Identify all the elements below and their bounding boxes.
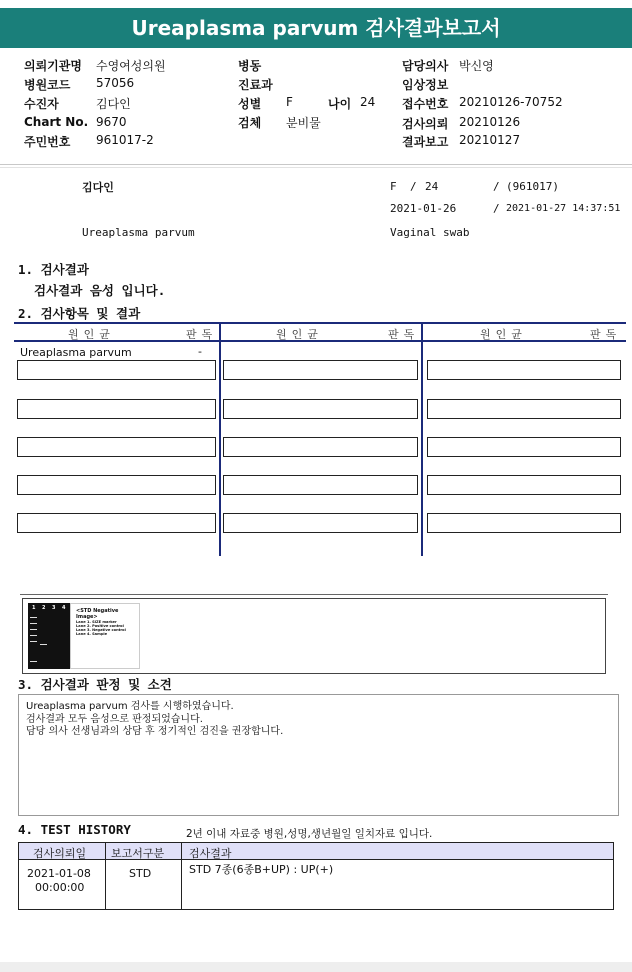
marker-band bbox=[30, 617, 37, 618]
patient-age: 24 bbox=[425, 180, 439, 193]
history-note: 2년 이내 자료중 병원,성명,생년월일 일치자료 입니다. bbox=[186, 828, 433, 840]
result-cell bbox=[17, 513, 216, 533]
result-cell bbox=[17, 475, 216, 495]
receipt-no-label: 접수번호 bbox=[402, 97, 449, 111]
result-cell bbox=[427, 437, 621, 457]
gel-legend-line: Lane 1. SIZE marker bbox=[76, 620, 117, 624]
positive-control-band bbox=[40, 644, 47, 645]
image-separator bbox=[20, 594, 608, 595]
patient-value: 김다인 bbox=[96, 97, 131, 111]
header-divider-secondary bbox=[0, 167, 632, 168]
gel-legend bbox=[70, 603, 140, 669]
section4-title: 4. TEST HISTORY bbox=[18, 822, 131, 837]
history-column-divider bbox=[105, 843, 106, 909]
header-divider bbox=[0, 164, 632, 165]
history-column-divider bbox=[181, 843, 182, 909]
sex-value: F bbox=[286, 95, 293, 109]
patient-sex-age-separator: / bbox=[410, 180, 417, 193]
results-column-divider-2 bbox=[421, 324, 423, 556]
result-cell bbox=[427, 513, 621, 533]
hospital-name-value: 수영여성의원 bbox=[96, 59, 166, 73]
section1-result: 검사결과 음성 입니다. bbox=[34, 283, 166, 298]
marker-band bbox=[30, 623, 37, 624]
marker-band bbox=[30, 661, 37, 662]
page-footer bbox=[0, 962, 632, 972]
result-cell bbox=[427, 360, 621, 380]
gel-legend-line: Lane 4. Sample bbox=[76, 632, 108, 636]
opinion-line: 검사결과 모두 음성으로 판정되었습니다. bbox=[26, 713, 203, 725]
department-label: 진료과 bbox=[238, 78, 273, 92]
section3-title: 3. 검사결과 판정 및 소견 bbox=[18, 677, 172, 692]
history-type: STD bbox=[129, 867, 152, 880]
patient-name: 김다인 bbox=[82, 181, 114, 194]
doctor-label: 담당의사 bbox=[402, 59, 449, 73]
history-result: STD 7종(6종B+UP) : UP(+) bbox=[189, 863, 334, 876]
patient-id: (961017) bbox=[506, 180, 559, 193]
result-cell bbox=[223, 437, 418, 457]
result-cell bbox=[17, 437, 216, 457]
result-cell bbox=[17, 399, 216, 419]
hospital-code-label: 병원코드 bbox=[24, 78, 71, 92]
hospital-name-label: 의뢰기관명 bbox=[24, 59, 82, 73]
history-date: 2021-01-08 bbox=[27, 867, 91, 880]
history-header-type: 보고서구분 bbox=[111, 847, 165, 860]
request-date-label: 검사의뢰 bbox=[402, 117, 449, 131]
history-table bbox=[18, 842, 614, 910]
resident-no-value: 961017-2 bbox=[96, 133, 154, 147]
col-judgment-1: 판독 bbox=[186, 328, 218, 341]
marker-band bbox=[30, 641, 37, 642]
sex-label: 성별 bbox=[238, 97, 262, 111]
col-organism-2: 원인균 bbox=[276, 328, 323, 341]
ward-label: 병동 bbox=[238, 59, 262, 73]
gel-legend-line: Lane 3. Negative control bbox=[76, 628, 126, 632]
result-cell bbox=[223, 513, 418, 533]
chart-no-label: Chart No. bbox=[24, 115, 89, 129]
patient-id-separator: / bbox=[493, 180, 500, 193]
section2-title: 2. 검사항목 및 결과 bbox=[18, 306, 141, 321]
row1-organism: Ureaplasma parvum bbox=[20, 346, 132, 359]
opinion-line: Ureaplasma parvum 검사를 시행하였습니다. bbox=[26, 701, 234, 712]
specimen-type: Vaginal swab bbox=[390, 226, 470, 239]
chart-no-value: 9670 bbox=[96, 115, 127, 129]
row1-judgment: - bbox=[198, 345, 202, 358]
receipt-no-value: 20210126-70752 bbox=[459, 95, 563, 109]
opinion-box bbox=[18, 694, 619, 816]
result-cell bbox=[223, 399, 418, 419]
age-value: 24 bbox=[360, 95, 376, 109]
marker-band bbox=[30, 635, 37, 636]
marker-band bbox=[30, 629, 37, 630]
col-organism-1: 원인균 bbox=[68, 328, 115, 341]
col-judgment-3: 판독 bbox=[590, 328, 622, 341]
col-organism-3: 원인균 bbox=[480, 328, 527, 341]
age-label: 나이 bbox=[328, 97, 352, 111]
lane-label: 4 bbox=[62, 605, 66, 611]
history-time: 00:00:00 bbox=[35, 881, 85, 894]
specimen-value: 분비물 bbox=[286, 116, 321, 130]
history-header-date: 검사의뢰일 bbox=[33, 847, 87, 860]
results-table-top-rule bbox=[14, 322, 626, 324]
result-cell bbox=[223, 475, 418, 495]
result-cell bbox=[427, 399, 621, 419]
history-table-header bbox=[19, 843, 613, 860]
report-date-value: 20210127 bbox=[459, 133, 521, 147]
section1-title: 1. 검사결과 bbox=[18, 262, 89, 277]
lane-label: 2 bbox=[42, 605, 46, 611]
gel-legend-title: <STD Negative Image> bbox=[76, 608, 119, 620]
received-date: 2021-01-26 bbox=[390, 202, 457, 215]
lane-label: 1 bbox=[32, 605, 36, 611]
doctor-value: 박신영 bbox=[459, 59, 494, 73]
opinion-line: 담당 의사 선생님과의 상담 후 정기적인 검진을 권장합니다. bbox=[26, 726, 284, 737]
patient-label: 수진자 bbox=[24, 97, 59, 111]
specimen-label: 검체 bbox=[238, 116, 262, 130]
result-cell bbox=[17, 360, 216, 380]
history-header-result: 검사결과 bbox=[189, 847, 232, 860]
hospital-code-value: 57056 bbox=[96, 76, 135, 90]
report-title: Ureaplasma parvum 검사결과보고서 bbox=[0, 8, 632, 48]
report-date-label: 결과보고 bbox=[402, 135, 449, 149]
report-datetime: 2021-01-27 14:37:51 bbox=[506, 203, 621, 214]
result-cell bbox=[223, 360, 418, 380]
clinical-info-label: 임상정보 bbox=[402, 78, 449, 92]
gel-electrophoresis-image bbox=[28, 603, 70, 669]
patient-sex: F bbox=[390, 180, 397, 193]
lane-label: 3 bbox=[52, 605, 56, 611]
gel-legend-line: Lane 2. Positive control bbox=[76, 624, 124, 628]
result-cell bbox=[427, 475, 621, 495]
col-judgment-2: 판독 bbox=[388, 328, 420, 341]
request-date-value: 20210126 bbox=[459, 115, 521, 129]
report-datetime-separator: / bbox=[493, 202, 500, 215]
test-name: Ureaplasma parvum bbox=[82, 226, 195, 239]
resident-no-label: 주민번호 bbox=[24, 135, 71, 149]
results-column-divider-1 bbox=[219, 324, 221, 556]
